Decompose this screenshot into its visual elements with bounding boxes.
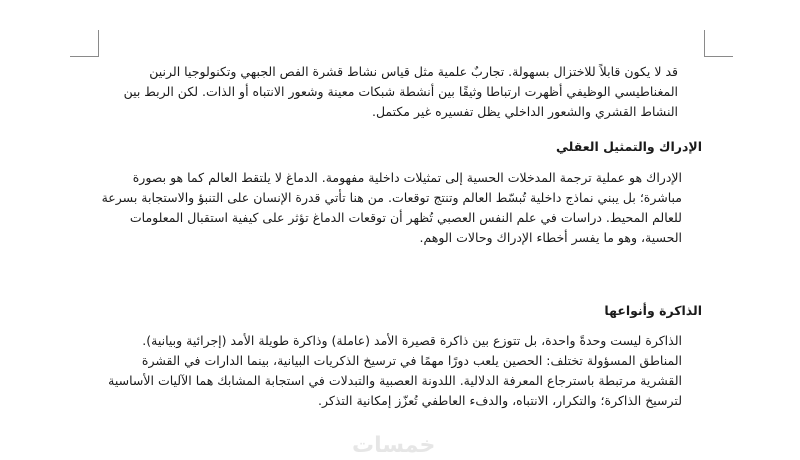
crop-mark-top-left: [70, 30, 99, 57]
intro-paragraph: قد لا يكون قابلاً للاختزال بسهولة. تجاربٌ علمية مثل قياس نشاط قشرة الفص الجبهي وتكنولوجيا الرنين المغناطيسي الوظيفي أظهرت ارتباطا وثيقًا بين أنشطة شبكات معينة وشعور الانتباه أو الذات. لكن الربط بين النشاط القشري والشعور الداخلي يظل تفسيره غير مكتمل.: [123, 64, 678, 119]
section-paragraph-memory: الذاكرة ليست وحدةً واحدة، بل تتوزع بين ذاكرة قصيرة الأمد (عاملة) وذاكرة طويلة الأمد (إجرائية وبيانية). المناطق المسؤولة تختلف: الحصين يلعب دورًا مهمًا في ترسيخ الذكريات البيانية، بينما الدارات في القشرة القشرية مرتبطة باسترجاع المعرفة الدلالية. اللدونة العصبية والتبدلات في استجابة المشابك هما الآليات الأساسية لترسيخ الذاكرة؛ والتكرار، الانتباه، والدفء العاطفي تُعزّز إمكانية التذكر.: [108, 333, 682, 408]
section-heading-perception: الإدراك والتمثيل العقلي: [555, 139, 702, 154]
document-page: [100, 62, 702, 411]
crop-mark-top-right: [704, 30, 733, 57]
section-heading-memory: الذاكرة وأنواعها: [604, 303, 702, 318]
watermark-logo: خمسات: [352, 433, 436, 458]
section-paragraph-perception: الإدراك هو عملية ترجمة المدخلات الحسية إلى تمثيلات داخلية مفهومة. الدماغ لا يلتقط العالم كما هو بصورة مباشرة؛ بل يبني نماذج داخلية تُبسّط العالم وتنتج توقعات. من هنا تأتي قدرة الإنسان على التنبؤ والاستجابة بسرعة للعالم المحيط. دراسات في علم النفس العصبي تُظهر أن توقعات الدماغ تؤثر على كيفية استقبال المعلومات الحسية، وهو ما يفسر أخطاء الإدراك وحالات الوهم.: [101, 170, 682, 245]
